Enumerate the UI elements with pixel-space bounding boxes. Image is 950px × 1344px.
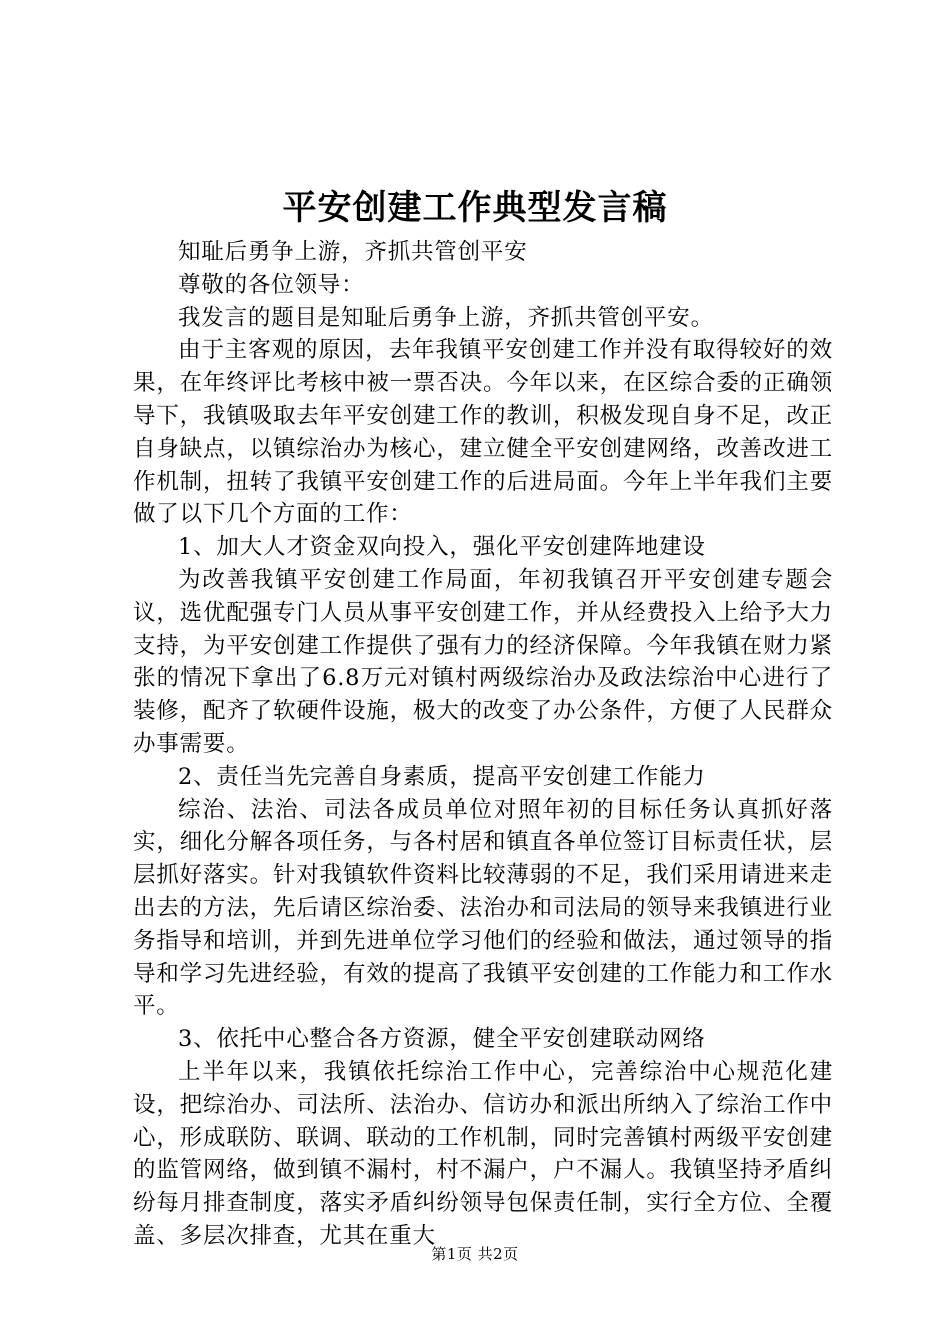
body-paragraph: 上半年以来，我镇依托综治工作中心，完善综治中心规范化建设，把综治办、司法所、法治办、信访办和派出所纳入了综治工作中心，形成联防、联调、联动的工作机制，同时完善镇村两级平安创建的监管网络，做到镇不漏村，村不漏户，户不漏人。我镇坚持矛盾纠纷每月排查制度，落实矛盾纠纷领导包保责任制，实行全方位、全覆盖、多层次排查，尤其在重大 bbox=[133, 1058, 833, 1249]
section-heading: 1、加大人才资金双向投入，强化平安创建阵地建设 bbox=[178, 534, 706, 561]
intro-line: 我发言的题目是知耻后勇争上游，齐抓共管创平安。 bbox=[178, 304, 714, 331]
section-heading: 2、责任当先完善自身素质，提高平安创建工作能力 bbox=[178, 763, 706, 790]
page-footer: 第1页 共2页 bbox=[431, 1245, 519, 1263]
section-heading: 3、依托中心整合各方资源，健全平安创建联动网络 bbox=[178, 1026, 706, 1053]
body-paragraph: 综治、法治、司法各成员单位对照年初的目标任务认真抓好落实，细化分解各项任务，与各村居和镇直各单位签订目标责任状，层层抓好落实。针对我镇软件资料比较薄弱的不足，我们采用请进来走出去的方法，先后请区综治委、法治办和司法局的领导来我镇进行业务指导和培训，并到先进单位学习他们的经验和做法，通过领导的指导和学习先进经验，有效的提高了我镇平安创建的工作能力和工作水平。 bbox=[133, 796, 833, 1020]
salutation-line: 尊敬的各位领导： bbox=[178, 271, 365, 298]
body-paragraph: 为改善我镇平安创建工作局面，年初我镇召开平安创建专题会议，选优配强专门人员从事平安创建工作，并从经费投入上给予大力支持，为平安创建工作提供了强有力的经济保障。今年我镇在财力紧张的情况下拿出了6.8万元对镇村两级综治办及政法综治中心进行了装修，配齐了软硬件设施，极大的改变了办公条件，方便了人民群众办事需要。 bbox=[133, 566, 833, 757]
document-body bbox=[133, 236, 833, 1253]
document-title: 平安创建工作典型发言稿 bbox=[282, 188, 668, 228]
subtitle-line: 知耻后勇争上游，齐抓共管创平安 bbox=[178, 239, 528, 265]
body-paragraph: 由于主客观的原因，去年我镇平安创建工作并没有取得较好的效果，在年终评比考核中被一票否决。今年以来，在区综合委的正确领导下，我镇吸取去年平安创建工作的教训，积极发现自身不足，改正自身缺点，以镇综治办为核心，建立健全平安创建网络，改善改进工作机制，扭转了我镇平安创建工作的后进局面。今年上半年我们主要做了以下几个方面的工作： bbox=[133, 337, 833, 528]
